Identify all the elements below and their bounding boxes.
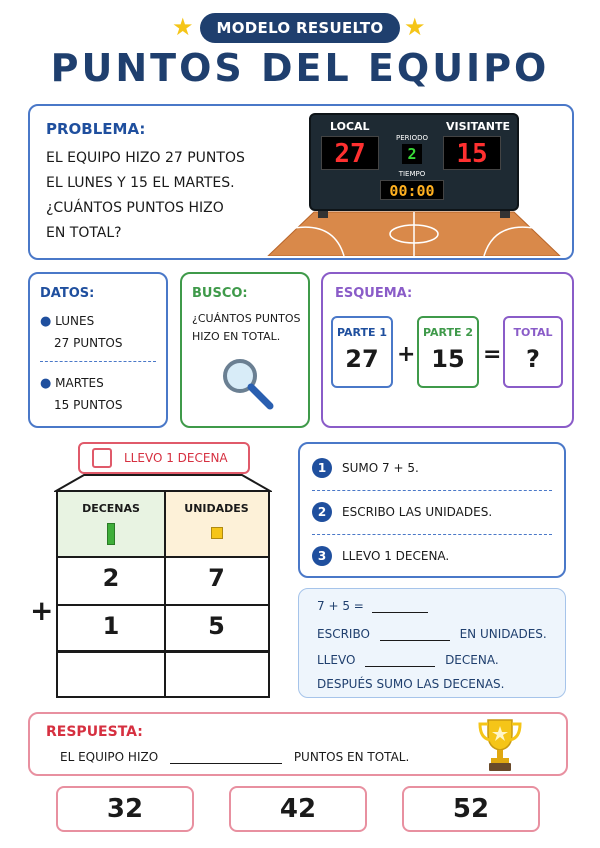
- fill-line-4: DESPUÉS SUMO LAS DECENAS.: [317, 677, 505, 691]
- place-value-table: [56, 490, 270, 698]
- answer-before: EL EQUIPO HIZO: [60, 750, 159, 764]
- row1-tens: 2: [102, 564, 120, 592]
- scheme-label: ESQUEMA:: [335, 286, 413, 301]
- star-icon-right: ★: [404, 13, 426, 41]
- part-2-label: PARTE 2: [422, 326, 474, 339]
- option-32[interactable]: 32: [56, 786, 194, 832]
- tens-header-label: DECENAS: [82, 502, 140, 515]
- steps-card: [298, 442, 566, 578]
- option-42[interactable]: 42: [229, 786, 367, 832]
- bullet-icon: ●: [40, 314, 52, 329]
- step-1: [312, 458, 419, 478]
- scheme-card: [321, 272, 574, 428]
- fill-line-3-end: DECENA.: [445, 653, 499, 667]
- step-2-text: ESCRIBO LAS UNIDADES.: [342, 505, 493, 519]
- fill-in-card: [298, 588, 566, 698]
- data-points-2: 15 PUNTOS: [54, 398, 123, 412]
- local-score: 27: [321, 136, 379, 170]
- part-1-box: [331, 316, 393, 388]
- data-card: [28, 272, 168, 428]
- period-label: PERIODO: [396, 134, 428, 142]
- problem-line: EL LUNES Y 15 EL MARTES.: [46, 175, 235, 191]
- fill-line-2: [317, 627, 547, 641]
- data-day-2: MARTES: [55, 376, 104, 390]
- fill-line-1: [317, 599, 428, 613]
- data-item-1: [40, 310, 94, 333]
- row2-units: 5: [208, 612, 225, 640]
- search-card: [180, 272, 310, 428]
- visitor-score: 15: [443, 136, 501, 170]
- part-1-value: 27: [345, 345, 379, 373]
- page-title: PUNTOS DEL EQUIPO: [50, 46, 550, 90]
- time-value: 00:00: [380, 180, 444, 200]
- step-2-number: 2: [312, 502, 332, 522]
- step-3-number: 3: [312, 546, 332, 566]
- search-text: [192, 310, 300, 346]
- units-header-label: UNIDADES: [184, 502, 249, 515]
- carry-box: [78, 442, 250, 474]
- answer-card: [28, 712, 568, 776]
- problem-card: [28, 104, 574, 260]
- data-points-1: 27 PUNTOS: [54, 336, 123, 350]
- step-3-text: LLEVO 1 DECENA.: [342, 549, 450, 563]
- divider: [40, 361, 156, 362]
- answer-after: PUNTOS EN TOTAL.: [293, 750, 410, 764]
- step-2: [312, 502, 492, 522]
- result-tens-cell[interactable]: [58, 654, 164, 694]
- time-label: TIEMPO: [398, 170, 426, 178]
- problem-line: ¿CUÁNTOS PUNTOS HIZO: [46, 200, 224, 216]
- total-label: TOTAL: [513, 326, 553, 339]
- tens-header: [58, 492, 164, 556]
- part-1-label: PARTE 1: [336, 326, 388, 339]
- search-text-line: HIZO EN TOTAL.: [192, 330, 281, 343]
- local-label: LOCAL: [330, 120, 370, 133]
- step-1-text: SUMO 7 + 5.: [342, 461, 419, 475]
- plus-sign: +: [397, 342, 416, 367]
- total-box: [503, 316, 563, 388]
- data-day-1: LUNES: [55, 314, 95, 328]
- bullet-icon: ●: [40, 376, 52, 391]
- equals-sign: =: [483, 342, 502, 367]
- sum-line: [58, 650, 268, 653]
- answer-label: RESPUESTA:: [46, 724, 143, 740]
- units-blank[interactable]: [380, 640, 450, 641]
- fill-line-2-start: ESCRIBO: [317, 627, 370, 641]
- step-3: [312, 546, 449, 566]
- units-header: [165, 492, 268, 556]
- problem-label: PROBLEMA:: [46, 120, 146, 138]
- carry-blank[interactable]: [365, 666, 435, 667]
- period-value: 2: [402, 144, 422, 164]
- answer-blank[interactable]: [170, 763, 282, 764]
- option-52[interactable]: 52: [402, 786, 540, 832]
- fill-line-1-text: 7 + 5 =: [317, 599, 364, 613]
- tens-rod-icon: [107, 523, 115, 545]
- step-1-number: 1: [312, 458, 332, 478]
- carry-checkbox[interactable]: [92, 448, 112, 468]
- row-divider: [58, 604, 268, 606]
- visitor-label: VISITANTE: [446, 120, 511, 133]
- row1-units: 7: [208, 564, 225, 592]
- total-value: ?: [526, 345, 540, 373]
- data-label: DATOS:: [40, 286, 95, 301]
- model-badge: MODELO RESUELTO: [200, 13, 400, 43]
- answer-sentence: [60, 750, 409, 764]
- part-2-value: 15: [431, 345, 465, 373]
- result-units-cell[interactable]: [165, 654, 268, 694]
- sum-blank[interactable]: [372, 612, 428, 613]
- search-text-line: ¿CUÁNTOS PUNTOS: [192, 312, 301, 325]
- addition-sign: +: [30, 594, 54, 627]
- search-label: BUSCO:: [192, 286, 248, 301]
- row-divider: [58, 556, 268, 558]
- row2-tens: 1: [102, 612, 120, 640]
- problem-line: EL EQUIPO HIZO 27 PUNTOS: [46, 150, 245, 166]
- fill-line-3-start: LLEVO: [317, 653, 356, 667]
- data-item-2: [40, 372, 104, 395]
- divider: [312, 490, 552, 491]
- carry-label: LLEVO 1 DECENA: [124, 451, 228, 465]
- trophy-icon: [476, 716, 524, 774]
- problem-text: [46, 146, 296, 246]
- fill-line-2-end: EN UNIDADES.: [459, 627, 547, 641]
- problem-line: EN TOTAL?: [46, 225, 122, 241]
- divider: [312, 534, 552, 535]
- fill-line-3: [317, 653, 499, 667]
- star-icon-left: ★: [172, 13, 194, 41]
- part-2-box: [417, 316, 479, 388]
- unit-cube-icon: [211, 527, 223, 539]
- magnifier-icon: [218, 354, 278, 414]
